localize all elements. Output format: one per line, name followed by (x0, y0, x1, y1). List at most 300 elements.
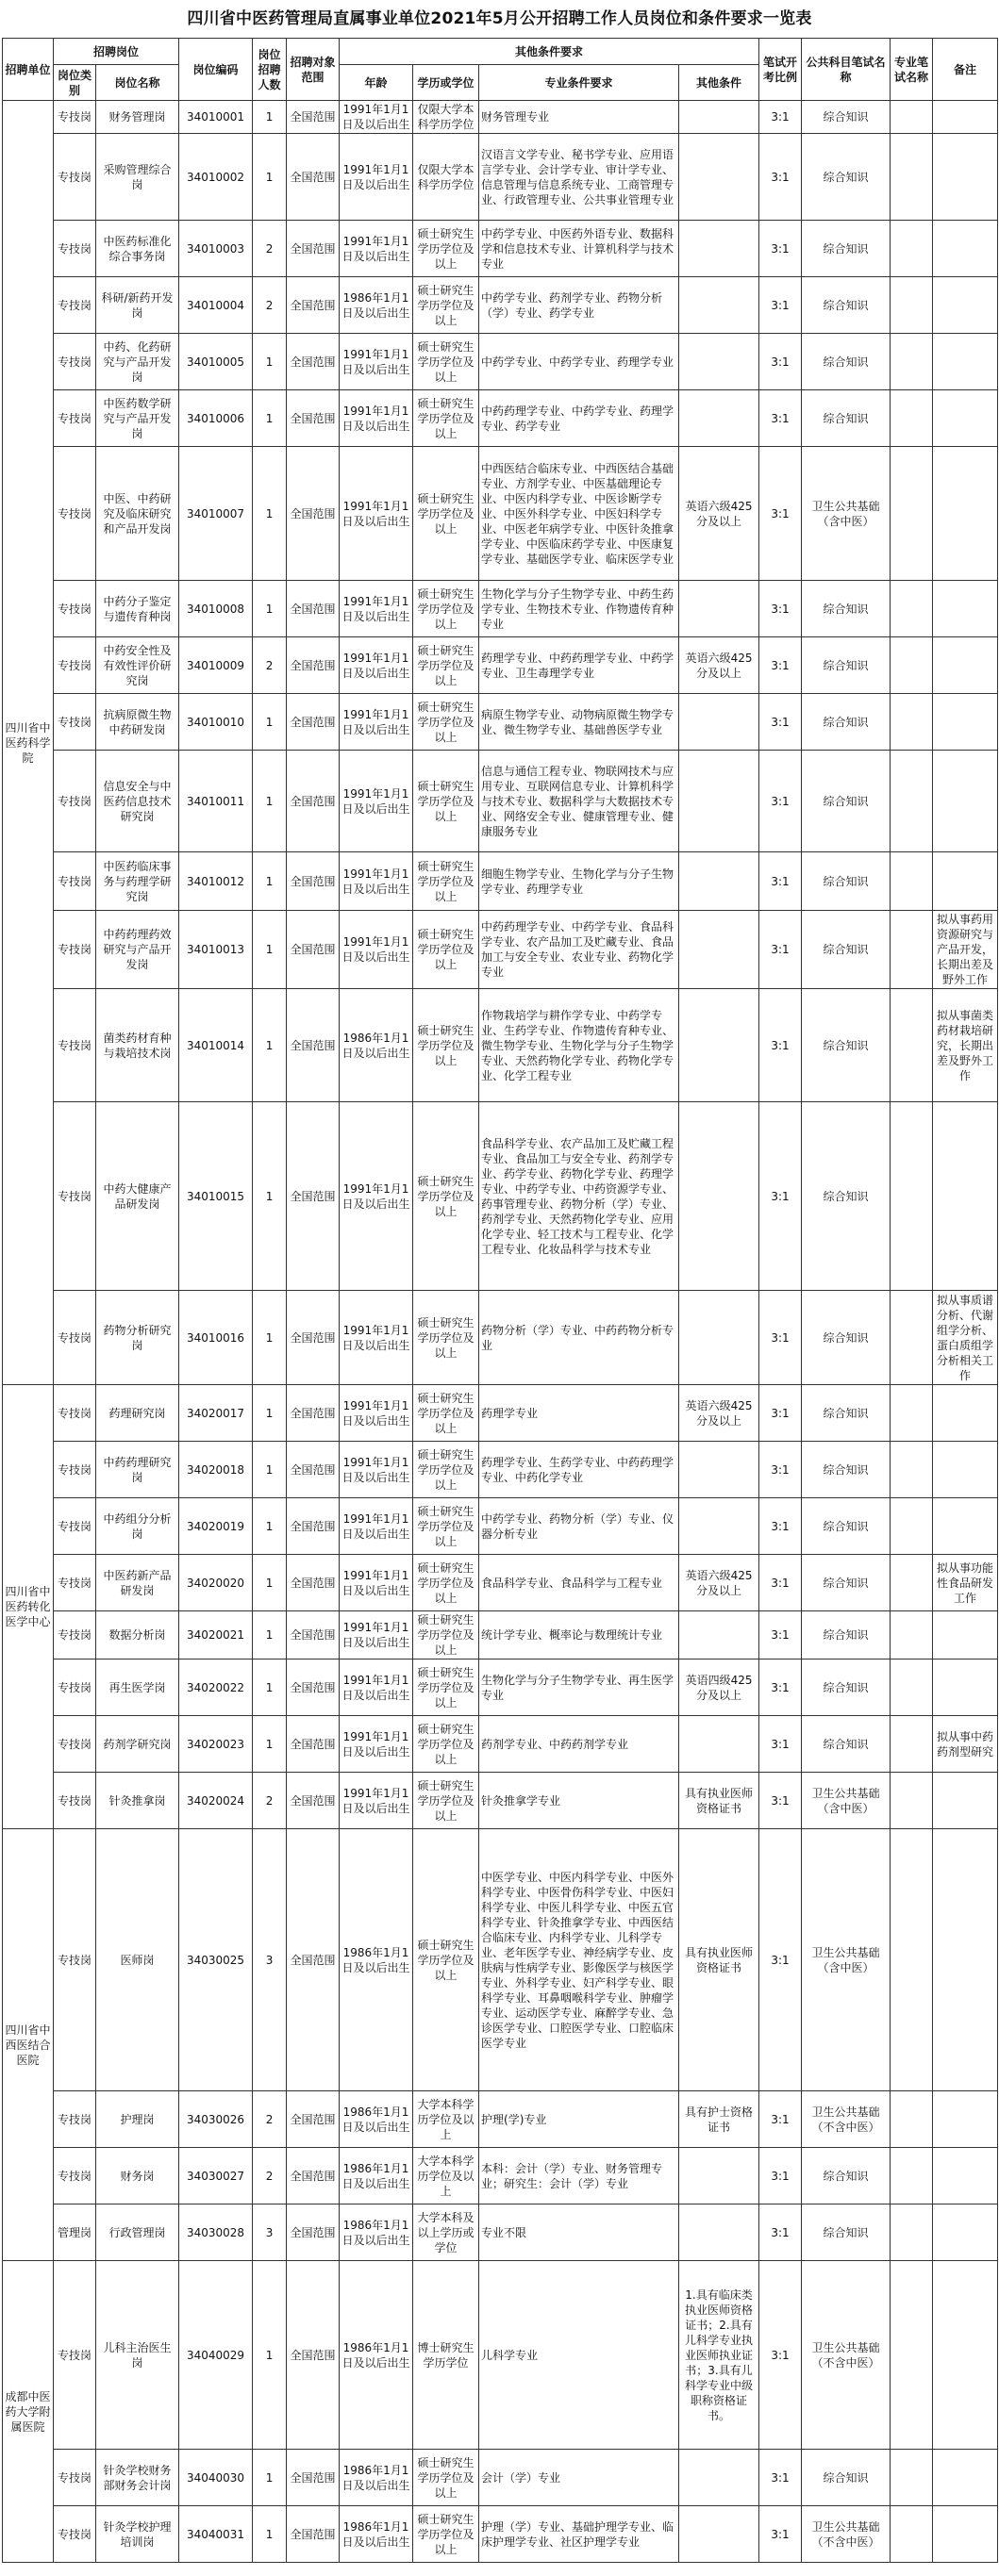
public-exam: 综合知识 (802, 1385, 891, 1442)
scope: 全国范围 (287, 447, 340, 581)
pro-exam (891, 447, 933, 581)
other-cond (679, 1102, 759, 1291)
other-cond: 具有护士资格证书 (679, 2091, 759, 2148)
job-table (2, 38, 998, 2563)
age: 1991年1月1日及以后出生 (340, 1611, 413, 1660)
table-row (3, 911, 998, 989)
post-count: 1 (253, 751, 287, 852)
ratio: 3:1 (759, 2506, 802, 2563)
post-name: 再生医学岗 (96, 1660, 179, 1716)
degree: 硕士研究生学历学位及以上 (413, 1498, 479, 1555)
post-code: 34010012 (179, 852, 253, 911)
post-name: 中药大健康产品研发岗 (96, 1102, 179, 1291)
post-type: 专技岗 (54, 2506, 96, 2563)
post-code: 34010001 (179, 101, 253, 134)
other-cond (679, 101, 759, 134)
post-code: 34010006 (179, 390, 253, 447)
remark (933, 2204, 998, 2261)
unit-cell: 四川省中西医结合医院 (3, 1829, 54, 2261)
age: 1991年1月1日及以后出生 (340, 581, 413, 637)
unit-cell: 四川省中医药转化医学中心 (3, 1385, 54, 1829)
degree: 硕士研究生学历学位及以上 (413, 1102, 479, 1291)
post-type: 专技岗 (54, 101, 96, 134)
pro-exam (891, 334, 933, 390)
public-exam: 卫生公共基础（不含中医） (802, 2506, 891, 2563)
public-exam: 综合知识 (802, 2450, 891, 2506)
post-name: 中医、中药研究及临床研究和产品开发岗 (96, 447, 179, 581)
header-post-count: 岗位招聘人数 (253, 39, 287, 101)
major: 中药学专业、中药学专业、药理学专业 (479, 334, 679, 390)
degree: 硕士研究生学历学位及以上 (413, 1829, 479, 2091)
other-cond (679, 989, 759, 1102)
post-count: 2 (253, 637, 287, 694)
age: 1991年1月1日及以后出生 (340, 101, 413, 134)
remark (933, 2506, 998, 2563)
ratio: 3:1 (759, 2450, 802, 2506)
scope: 全国范围 (287, 581, 340, 637)
ratio: 3:1 (759, 101, 802, 134)
post-count: 1 (253, 334, 287, 390)
age: 1986年1月1日及以后出生 (340, 2148, 413, 2204)
major: 生物化学与分子生物学专业、中药生药学专业、生物技术专业、作物遗传育种专业 (479, 581, 679, 637)
post-type: 管理岗 (54, 2204, 96, 2261)
other-cond (679, 134, 759, 221)
post-type: 专技岗 (54, 637, 96, 694)
post-count: 1 (253, 134, 287, 221)
age: 1991年1月1日及以后出生 (340, 1385, 413, 1442)
post-count: 1 (253, 1611, 287, 1660)
remark (933, 637, 998, 694)
table-row (3, 1498, 998, 1555)
remark (933, 1442, 998, 1498)
post-count: 1 (253, 390, 287, 447)
scope: 全国范围 (287, 1102, 340, 1291)
header-ratio: 笔试开考比例 (759, 39, 802, 101)
scope: 全国范围 (287, 694, 340, 751)
post-count: 1 (253, 989, 287, 1102)
post-name: 医师岗 (96, 1829, 179, 2091)
pro-exam (891, 1291, 933, 1385)
age: 1991年1月1日及以后出生 (340, 134, 413, 221)
scope: 全国范围 (287, 2091, 340, 2148)
scope: 全国范围 (287, 101, 340, 134)
post-name: 儿科主治医生岗 (96, 2261, 179, 2450)
post-type: 专技岗 (54, 334, 96, 390)
post-code: 34010010 (179, 694, 253, 751)
scope: 全国范围 (287, 134, 340, 221)
degree: 硕士研究生学历学位及以上 (413, 911, 479, 989)
major: 中西医结合临床专业、中西医结合基础专业、方剂学专业、中医基础理论专业、中医内科学专业、中医诊断学专业、中医外科学专业、中医妇科学专业、中医老年病学专业、中医针灸推拿学专业、中医临床药学专业、中医康复学专业、基础医学专业、临床医学专业 (479, 447, 679, 581)
public-exam: 综合知识 (802, 852, 891, 911)
header-post-group: 招聘岗位 (54, 39, 179, 65)
other-cond: 具有执业医师资格证书 (679, 1829, 759, 2091)
scope: 全国范围 (287, 2204, 340, 2261)
post-code: 34010003 (179, 221, 253, 277)
ratio: 3:1 (759, 1829, 802, 2091)
degree: 硕士研究生学历学位及以上 (413, 1773, 479, 1829)
post-type: 专技岗 (54, 2148, 96, 2204)
age: 1991年1月1日及以后出生 (340, 751, 413, 852)
degree: 硕士研究生学历学位及以上 (413, 852, 479, 911)
other-cond (679, 390, 759, 447)
remark: 拟从事药用资源研究与产品开发，长期出差及野外工作 (933, 911, 998, 989)
ratio: 3:1 (759, 1291, 802, 1385)
age: 1991年1月1日及以后出生 (340, 1660, 413, 1716)
post-count: 2 (253, 2148, 287, 2204)
degree: 硕士研究生学历学位及以上 (413, 334, 479, 390)
age: 1986年1月1日及以后出生 (340, 2091, 413, 2148)
public-exam: 综合知识 (802, 1291, 891, 1385)
post-type: 专技岗 (54, 1442, 96, 1498)
major: 药理学专业、中药药理学专业、中药学专业、卫生毒理学专业 (479, 637, 679, 694)
remark: 拟从事中药药剂型研究 (933, 1716, 998, 1773)
post-code: 34020023 (179, 1716, 253, 1773)
age: 1991年1月1日及以后出生 (340, 447, 413, 581)
post-name: 中药药理研究岗 (96, 1442, 179, 1498)
pro-exam (891, 101, 933, 134)
table-row (3, 1829, 998, 2091)
major: 专业不限 (479, 2204, 679, 2261)
remark (933, 1498, 998, 1555)
ratio: 3:1 (759, 1385, 802, 1442)
table-row (3, 101, 998, 134)
major: 中药学专业、药物分析（学）专业、仪器分析专业 (479, 1498, 679, 1555)
other-cond (679, 1498, 759, 1555)
degree: 硕士研究生学历学位及以上 (413, 694, 479, 751)
degree: 硕士研究生学历学位及以上 (413, 447, 479, 581)
other-cond (679, 1716, 759, 1773)
age: 1991年1月1日及以后出生 (340, 1555, 413, 1611)
pro-exam (891, 989, 933, 1102)
ratio: 3:1 (759, 694, 802, 751)
table-row (3, 1716, 998, 1773)
public-exam: 综合知识 (802, 637, 891, 694)
public-exam: 卫生公共基础（不含中医） (802, 2261, 891, 2450)
post-type: 专技岗 (54, 2261, 96, 2450)
post-name: 采购管理综合岗 (96, 134, 179, 221)
post-count: 3 (253, 2204, 287, 2261)
post-type: 专技岗 (54, 911, 96, 989)
scope: 全国范围 (287, 390, 340, 447)
pro-exam (891, 637, 933, 694)
major: 护理(学)专业 (479, 2091, 679, 2148)
major: 统计学专业、概率论与数理统计专业 (479, 1611, 679, 1660)
public-exam: 综合知识 (802, 581, 891, 637)
ratio: 3:1 (759, 2091, 802, 2148)
scope: 全国范围 (287, 2506, 340, 2563)
table-row (3, 1291, 998, 1385)
remark (933, 1773, 998, 1829)
degree: 硕士研究生学历学位及以上 (413, 637, 479, 694)
post-name: 中药组分分析岗 (96, 1498, 179, 1555)
post-name: 中医药新产品研发岗 (96, 1555, 179, 1611)
major: 食品科学专业、食品科学与工程专业 (479, 1555, 679, 1611)
header-degree: 学历或学位 (413, 65, 479, 101)
ratio: 3:1 (759, 751, 802, 852)
pro-exam (891, 1611, 933, 1660)
table-row (3, 2261, 998, 2450)
post-count: 1 (253, 2261, 287, 2450)
age: 1991年1月1日及以后出生 (340, 1716, 413, 1773)
other-cond (679, 1291, 759, 1385)
degree: 硕士研究生学历学位及以上 (413, 390, 479, 447)
degree: 大学本科及以上学历或学位 (413, 2204, 479, 2261)
post-code: 34040029 (179, 2261, 253, 2450)
major: 本科：会计（学）专业、财务管理专业；研究生：会计（学）专业 (479, 2148, 679, 2204)
header-remark: 备注 (933, 39, 998, 101)
table-row (3, 221, 998, 277)
post-code: 34020020 (179, 1555, 253, 1611)
other-cond: 英语四级425分及以上 (679, 1660, 759, 1716)
public-exam: 综合知识 (802, 277, 891, 334)
post-name: 药物分析研究岗 (96, 1291, 179, 1385)
header-post-code: 岗位编码 (179, 39, 253, 101)
degree: 硕士研究生学历学位及以上 (413, 581, 479, 637)
public-exam: 综合知识 (802, 334, 891, 390)
remark (933, 1611, 998, 1660)
remark (933, 581, 998, 637)
post-name: 菌类药材育种与栽培技术岗 (96, 989, 179, 1102)
scope: 全国范围 (287, 2261, 340, 2450)
other-cond: 英语六级425分及以上 (679, 1555, 759, 1611)
age: 1991年1月1日及以后出生 (340, 911, 413, 989)
scope: 全国范围 (287, 1442, 340, 1498)
post-code: 34010007 (179, 447, 253, 581)
age: 1991年1月1日及以后出生 (340, 1773, 413, 1829)
major: 药理学专业 (479, 1385, 679, 1442)
degree: 硕士研究生学历学位及以上 (413, 1611, 479, 1660)
post-name: 中医药临床事务与药理学研究岗 (96, 852, 179, 911)
major: 病原生物学专业、动物病原微生物学专业、微生物学专业、基础兽医学专业 (479, 694, 679, 751)
public-exam: 综合知识 (802, 2148, 891, 2204)
pro-exam (891, 2261, 933, 2450)
post-code: 34010008 (179, 581, 253, 637)
post-count: 1 (253, 1660, 287, 1716)
remark: 拟从事菌类药材栽培研究，长期出差及野外工作 (933, 989, 998, 1102)
post-name: 抗病原微生物中药研发岗 (96, 694, 179, 751)
degree: 硕士研究生学历学位及以上 (413, 1660, 479, 1716)
post-count: 2 (253, 221, 287, 277)
degree: 硕士研究生学历学位及以上 (413, 277, 479, 334)
pro-exam (891, 852, 933, 911)
remark (933, 852, 998, 911)
post-count: 1 (253, 1498, 287, 1555)
post-count: 2 (253, 2091, 287, 2148)
remark (933, 2091, 998, 2148)
public-exam: 卫生公共基础（含中医） (802, 1829, 891, 2091)
age: 1986年1月1日及以后出生 (340, 989, 413, 1102)
table-row (3, 1611, 998, 1660)
post-type: 专技岗 (54, 751, 96, 852)
post-count: 1 (253, 101, 287, 134)
post-code: 34030028 (179, 2204, 253, 2261)
header-major: 专业条件要求 (479, 65, 679, 101)
post-name: 行政管理岗 (96, 2204, 179, 2261)
post-name: 药理研究岗 (96, 1385, 179, 1442)
post-name: 中药药理药效研究与产品开发岗 (96, 911, 179, 989)
post-name: 中药、化药研究与产品开发岗 (96, 334, 179, 390)
other-cond: 英语六级425分及以上 (679, 447, 759, 581)
scope: 全国范围 (287, 911, 340, 989)
major: 中药药理学专业、中药学专业、食品科学专业、农产品加工及贮藏专业、食品加工与安全专业、农业专业、药物化学专业 (479, 911, 679, 989)
post-count: 1 (253, 1442, 287, 1498)
post-type: 专技岗 (54, 390, 96, 447)
post-code: 34030025 (179, 1829, 253, 2091)
post-type: 专技岗 (54, 277, 96, 334)
major: 中药学专业、药剂学专业、药物分析（学）专业、药学专业 (479, 277, 679, 334)
other-cond: 1.具有临床类执业医师资格证书；2.具有儿科学专业执业医师执业证书；3.具有儿科学专业中级职称资格证书。 (679, 2261, 759, 2450)
ratio: 3:1 (759, 1611, 802, 1660)
remark (933, 694, 998, 751)
pro-exam (891, 277, 933, 334)
post-count: 1 (253, 852, 287, 911)
post-count: 1 (253, 694, 287, 751)
ratio: 3:1 (759, 637, 802, 694)
remark: 拟从事功能性食品研发工作 (933, 1555, 998, 1611)
header-age: 年龄 (340, 65, 413, 101)
remark (933, 1102, 998, 1291)
scope: 全国范围 (287, 1611, 340, 1660)
remark (933, 2148, 998, 2204)
post-count: 1 (253, 1291, 287, 1385)
other-cond (679, 751, 759, 852)
other-cond (679, 694, 759, 751)
ratio: 3:1 (759, 221, 802, 277)
post-count: 2 (253, 1773, 287, 1829)
header-conditions: 其他条件要求 (340, 39, 759, 65)
age: 1986年1月1日及以后出生 (340, 1829, 413, 2091)
degree: 硕士研究生学历学位及以上 (413, 1555, 479, 1611)
post-type: 专技岗 (54, 2450, 96, 2506)
major: 会计（学）专业 (479, 2450, 679, 2506)
degree: 硕士研究生学历学位及以上 (413, 221, 479, 277)
post-code: 34020019 (179, 1498, 253, 1555)
major: 细胞生物学专业、生物化学与分子生物学专业、药理学专业 (479, 852, 679, 911)
public-exam: 综合知识 (802, 1611, 891, 1660)
scope: 全国范围 (287, 1660, 340, 1716)
post-code: 34010004 (179, 277, 253, 334)
other-cond: 英语六级425分及以上 (679, 1385, 759, 1442)
major: 护理（学）专业、基础护理学专业、临床护理学专业、社区护理学专业 (479, 2506, 679, 2563)
remark (933, 2261, 998, 2450)
major: 汉语言文学专业、秘书学专业、应用语言学专业、会计学专业、审计学专业、信息管理与信息系统专业、工商管理专业、行政管理专业、公共事业管理专业 (479, 134, 679, 221)
public-exam: 综合知识 (802, 989, 891, 1102)
pro-exam (891, 1498, 933, 1555)
age: 1991年1月1日及以后出生 (340, 637, 413, 694)
pro-exam (891, 694, 933, 751)
age: 1991年1月1日及以后出生 (340, 1291, 413, 1385)
post-code: 34030026 (179, 2091, 253, 2148)
pro-exam (891, 1555, 933, 1611)
other-cond (679, 1611, 759, 1660)
ratio: 3:1 (759, 277, 802, 334)
table-row (3, 1442, 998, 1498)
table-row (3, 1385, 998, 1442)
ratio: 3:1 (759, 852, 802, 911)
post-type: 专技岗 (54, 447, 96, 581)
major: 药剂学专业、中药药剂学专业 (479, 1716, 679, 1773)
pro-exam (891, 2091, 933, 2148)
ratio: 3:1 (759, 1660, 802, 1716)
table-row (3, 390, 998, 447)
post-code: 34040031 (179, 2506, 253, 2563)
post-type: 专技岗 (54, 134, 96, 221)
table-row (3, 2148, 998, 2204)
table-row (3, 2506, 998, 2563)
public-exam: 综合知识 (802, 221, 891, 277)
scope: 全国范围 (287, 221, 340, 277)
remark (933, 751, 998, 852)
post-count: 2 (253, 277, 287, 334)
post-type: 专技岗 (54, 2091, 96, 2148)
post-count: 1 (253, 581, 287, 637)
ratio: 3:1 (759, 1555, 802, 1611)
pro-exam (891, 2148, 933, 2204)
major: 中药药理学专业、中药学专业、药理学专业、药学专业 (479, 390, 679, 447)
header-post-name: 岗位名称 (96, 65, 179, 101)
post-name: 中医药标准化综合事务岗 (96, 221, 179, 277)
scope: 全国范围 (287, 852, 340, 911)
scope: 全国范围 (287, 1829, 340, 2091)
degree: 硕士研究生学历学位及以上 (413, 1385, 479, 1442)
other-cond (679, 2506, 759, 2563)
table-row (3, 2204, 998, 2261)
age: 1986年1月1日及以后出生 (340, 2506, 413, 2563)
major: 食品科学专业、农产品加工及贮藏工程专业、食品加工与安全专业、药剂学专业、药学专业、药物化学专业、药理学专业、中药学专业、中药资源学专业、药事管理专业、药物分析（学）专业、药剂学专业、天然药物化学专业、应用化学专业、轻工技术与工程专业、化学工程专业、化妆品科学与技术专业 (479, 1102, 679, 1291)
scope: 全国范围 (287, 1498, 340, 1555)
unit-cell: 四川省中医药科学院 (3, 101, 54, 1385)
public-exam: 卫生公共基础（含中医） (802, 447, 891, 581)
ratio: 3:1 (759, 2148, 802, 2204)
post-count: 1 (253, 1555, 287, 1611)
pro-exam (891, 221, 933, 277)
age: 1991年1月1日及以后出生 (340, 1442, 413, 1498)
other-cond (679, 277, 759, 334)
degree: 硕士研究生学历学位及以上 (413, 2450, 479, 2506)
public-exam: 综合知识 (802, 1555, 891, 1611)
post-code: 34010016 (179, 1291, 253, 1385)
other-cond (679, 2148, 759, 2204)
ratio: 3:1 (759, 911, 802, 989)
major: 生物化学与分子生物学专业、再生医学专业 (479, 1660, 679, 1716)
pro-exam (891, 1660, 933, 1716)
age: 1986年1月1日及以后出生 (340, 277, 413, 334)
page-title: 四川省中医药管理局直属事业单位2021年5月公开招聘工作人员岗位和条件要求一览表 (187, 9, 812, 28)
major: 药理学专业、生药学专业、中药药理学专业、中药化学专业 (479, 1442, 679, 1498)
other-cond (679, 1442, 759, 1498)
remark (933, 277, 998, 334)
ratio: 3:1 (759, 1716, 802, 1773)
scope: 全国范围 (287, 989, 340, 1102)
public-exam: 综合知识 (802, 101, 891, 134)
post-type: 专技岗 (54, 1555, 96, 1611)
other-cond (679, 2204, 759, 2261)
major: 中医学专业、中医内科学专业、中医外科学专业、中医骨伤科学专业、中医妇科学专业、中医儿科学专业、中医五官科学专业、针灸推拿学专业、中西医结合临床专业、内科学专业、儿科学专业、老年医学专业、神经病学专业、皮肤病与性病学专业、影像医学与核医学专业、外科学专业、妇产科学专业、眼科学专业、耳鼻咽喉科学专业、肿瘤学专业、运动医学专业、麻醉学专业、急诊医学专业、口腔医学专业、口腔临床医学专业 (479, 1829, 679, 2091)
remark (933, 1660, 998, 1716)
post-type: 专技岗 (54, 989, 96, 1102)
post-count: 1 (253, 911, 287, 989)
post-name: 信息安全与中医药信息技术研究岗 (96, 751, 179, 852)
ratio: 3:1 (759, 989, 802, 1102)
pro-exam (891, 2204, 933, 2261)
public-exam: 综合知识 (802, 2204, 891, 2261)
pro-exam (891, 134, 933, 221)
table-row (3, 1555, 998, 1611)
table-row (3, 637, 998, 694)
public-exam: 卫生公共基础（不含中医） (802, 2091, 891, 2148)
age: 1991年1月1日及以后出生 (340, 1102, 413, 1291)
post-name: 针灸学校护理培训岗 (96, 2506, 179, 2563)
